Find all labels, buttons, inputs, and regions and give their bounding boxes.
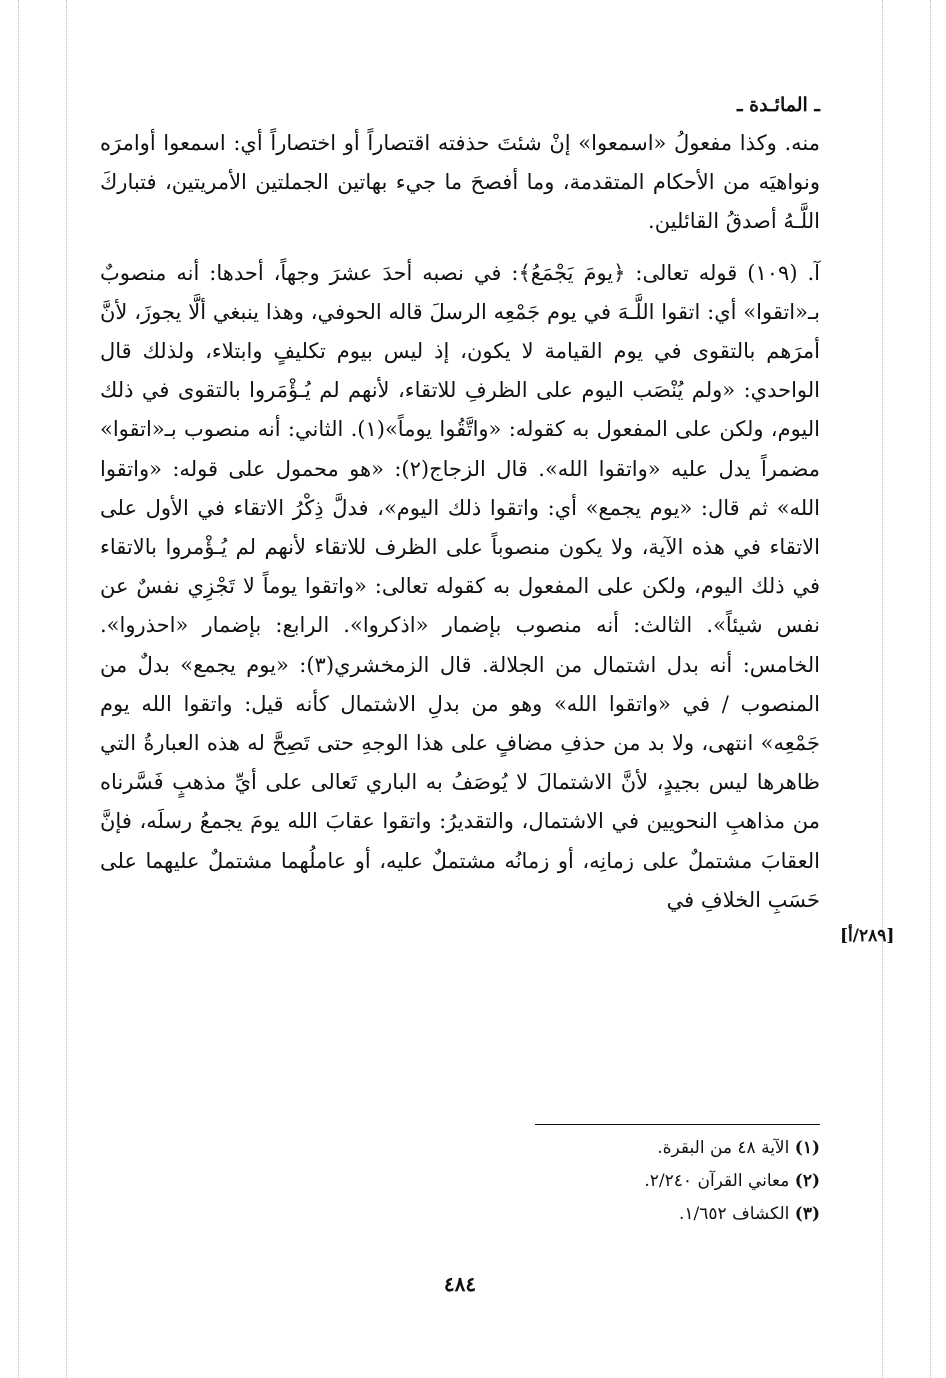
scan-guide-line bbox=[66, 0, 67, 1378]
scan-guide-line bbox=[882, 0, 883, 1378]
page-number: ٤٨٤ bbox=[443, 1272, 477, 1296]
main-text bbox=[100, 124, 820, 920]
footnote-text: الكشاف ١/٦٥٢. bbox=[679, 1204, 790, 1224]
manuscript-folio-note: [٢٨٩/أ] bbox=[840, 926, 895, 946]
footnote bbox=[100, 1198, 820, 1231]
footnote-number: (٣) bbox=[794, 1204, 820, 1224]
paragraph: منه. وكذا مفعولُ «اسمعوا» إنْ شئتَ حذفته اقتصاراً أو اختصاراً أي: اسمعوا أوامرَه ونواهيَه من الأحكام المتقدمة، وما أفصحَ ما جيء بهاتين الجملتين الأمريتين، فتباركَ اللَّـهُ أصدقُ القائلين. bbox=[100, 131, 820, 234]
book-page bbox=[100, 80, 895, 1320]
footnote-number: (٢) bbox=[794, 1171, 820, 1191]
footnote-number: (١) bbox=[794, 1138, 820, 1158]
running-header: ـ المائـدة ـ bbox=[737, 94, 820, 116]
footnote bbox=[100, 1165, 820, 1198]
footnote-text: معاني القرآن ٢/٢٤٠. bbox=[644, 1171, 790, 1191]
footnote-text: الآية ٤٨ من البقرة. bbox=[657, 1138, 790, 1158]
footnotes bbox=[100, 1132, 820, 1231]
paragraph: آ. (١٠٩) قوله تعالى: ﴿يومَ يَجْمَعُ﴾: في نصبه أحدَ عشرَ وجهاً، أحدها: أنه منصوبٌ بـ«اتقوا» أي: اتقوا اللَّـهَ في يوم جَمْعِه الرسلَ قاله الحوفي، وهذا ينبغي ألَّا يجوزَ، لأنَّ أمرَهم بالتقوى في يوم القيامة لا يكون، إذ ليس بيوم تكليفٍ وابتلاء، ولذلك قال الواحدي: «ولم يُنْصَب اليوم على الظرفِ للاتقاء، لأنهم لم يُـؤْمَروا بالتقوى في ذلك اليوم، ولكن على المفعول به كقوله: «واتَّقُوا يوماً»(١). الثاني: أنه منصوب بـ«اتقوا» مضمراً يدل عليه «واتقوا الله». قال الزجاج(٢): «هو محمول على قوله: «واتقوا الله» ثم قال: «يوم يجمع» أي: واتقوا ذلك اليوم»، فدلَّ ذِكْرُ الاتقاء في الأول على الاتقاء في هذه الآية، ولا يكون منصوباً على الظرف للاتقاء لأنهم لم يُـؤْمروا بالاتقاء في ذلك اليوم، ولكن على المفعول به كقوله تعالى: «واتقوا يوماً لا تَجْزِي نفسٌ عن نفس شيئاً». الثالث: أنه منصوب بإضمار «اذكروا». الرابع: بإضمار «احذروا». الخامس: أنه بدل اشتمال من الجلالة. قال الزمخشري(٣): «يوم يجمع» بدلٌ من المنصوب / في «واتقوا الله» وهو من بدلِ الاشتمال كأنه قيل: واتقوا الله يوم جَمْعِه» انتهى، ولا بد من حذفِ مضافٍ على هذا الوجهِ حتى تَصِحَّ له هذه العبارةُ التي ظاهرها ليس بجيدٍ، لأنَّ الاشتمالَ لا يُوصَفُ به الباري تَعالى على أيِّ مذهبٍ فَسَّرناه من مذاهبِ النحويين في الاشتمال، والتقديرُ: واتقوا عقابَ الله يومَ يجمعُ رسلَه، فإنَّ العقابَ مشتملٌ على زمانِه، أو زمانُه مشتملٌ عليه، أو عاملُهما مشتملٌ عليهما على حَسَبِ الخلافِ في bbox=[100, 260, 820, 912]
scan-guide-line bbox=[18, 0, 19, 1378]
footnote bbox=[100, 1132, 820, 1165]
scan-guide-line bbox=[930, 0, 931, 1378]
footnote-divider bbox=[535, 1124, 820, 1125]
